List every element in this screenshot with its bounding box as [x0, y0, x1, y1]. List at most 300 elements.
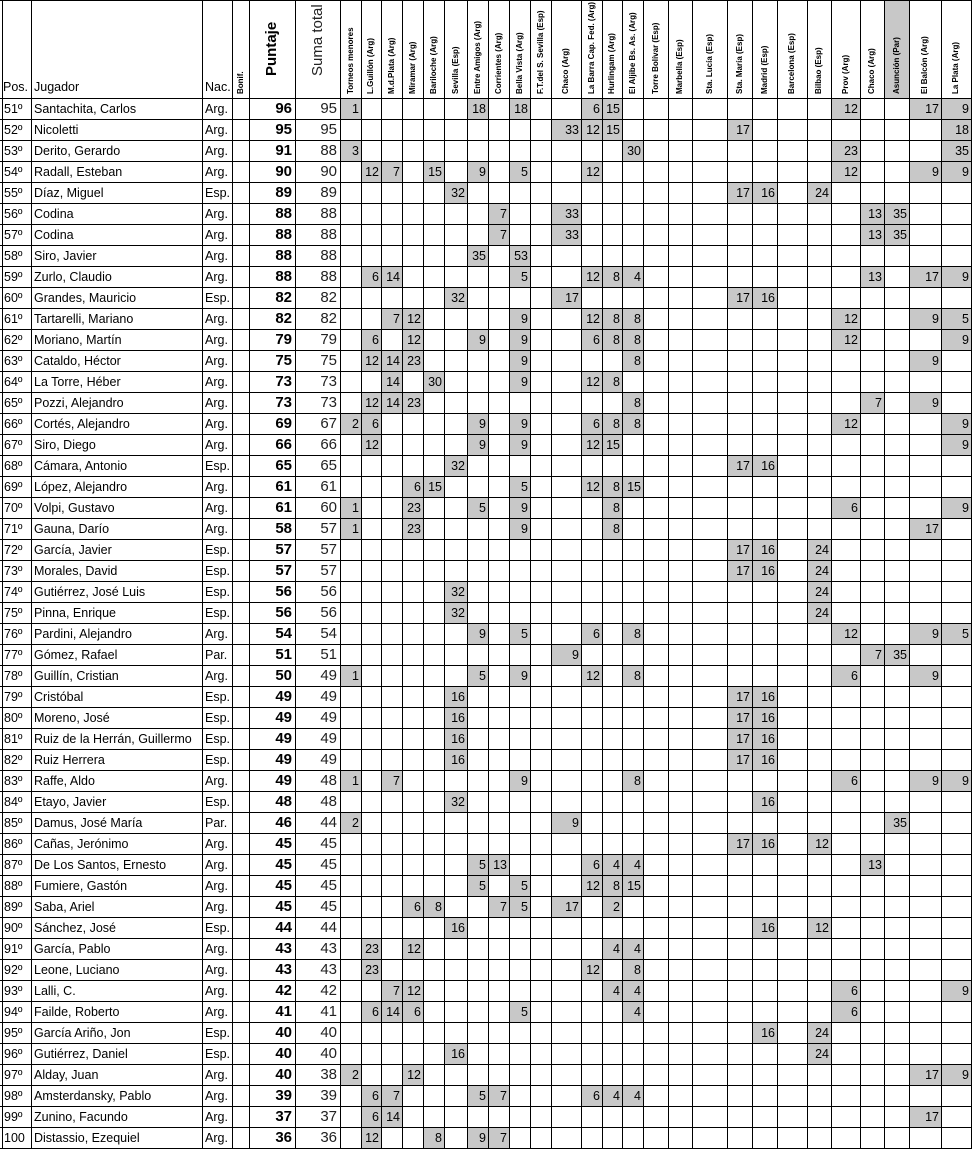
row-suma: 56 [320, 604, 337, 621]
score-cell: 24 [815, 585, 829, 599]
tournament-header: Madrid (Esp) [760, 45, 769, 94]
tournament-header: Torre Bolívar (Esp) [651, 22, 660, 94]
score-cell: 12 [365, 396, 379, 410]
row-player-name: Nicoletti [34, 123, 79, 137]
row-nac: Esp. [205, 711, 231, 725]
score-cell: 4 [613, 1089, 620, 1103]
row-player-name: De Los Santos, Ernesto [34, 858, 167, 872]
row-puntaje: 48 [275, 793, 292, 810]
score-cell: 9 [479, 627, 486, 641]
row-pos: 68º [4, 459, 23, 473]
score-cell: 23 [407, 501, 421, 515]
score-cell: 7 [500, 1089, 507, 1103]
row-player-name: Santachita, Carlos [34, 102, 137, 116]
row-puntaje: 50 [275, 667, 292, 684]
score-cell: 9 [479, 438, 486, 452]
row-suma: 88 [320, 205, 337, 222]
score-cell: 6 [593, 1089, 600, 1103]
row-suma: 66 [320, 436, 337, 453]
row-nac: Arg. [205, 333, 228, 347]
score-cell: 5 [479, 669, 486, 683]
score-cell: 16 [761, 186, 775, 200]
score-cell: 16 [761, 837, 775, 851]
row-nac: Arg. [205, 837, 228, 851]
score-cell: 15 [428, 480, 442, 494]
row-pos: 69º [4, 480, 23, 494]
row-nac: Esp. [205, 186, 231, 200]
row-player-name: Grandes, Mauricio [34, 291, 137, 305]
row-nac: Arg. [205, 102, 228, 116]
row-nac: Arg. [205, 123, 228, 137]
row-puntaje: 40 [275, 1024, 292, 1041]
score-cell: 9 [962, 438, 969, 452]
tournament-header: Hurlingam (Arg) [607, 33, 616, 94]
score-cell: 35 [893, 228, 907, 242]
row-pos: 53º [4, 144, 23, 158]
grid-vline [602, 0, 603, 1148]
header-jugador: Jugador [34, 80, 80, 94]
score-cell: 32 [451, 459, 465, 473]
row-puntaje: 82 [275, 289, 292, 306]
row-player-name: Codina [34, 207, 74, 221]
score-cell: 32 [451, 606, 465, 620]
score-cell: 12 [815, 837, 829, 851]
row-nac: Arg. [205, 1005, 228, 1019]
row-bonif [233, 225, 249, 245]
score-cell: 4 [634, 1005, 641, 1019]
score-cell: 5 [479, 858, 486, 872]
score-cell: 7 [500, 228, 507, 242]
row-puntaje: 96 [275, 100, 292, 117]
header-pos: Pos. [3, 80, 29, 94]
row-suma: 61 [320, 478, 337, 495]
row-puntaje: 73 [275, 394, 292, 411]
row-pos: 98º [4, 1089, 23, 1103]
row-suma: 48 [320, 793, 337, 810]
row-nac: Arg. [205, 396, 228, 410]
row-puntaje: 54 [275, 625, 292, 642]
row-player-name: Díaz, Miguel [34, 186, 104, 200]
row-pos: 96º [4, 1047, 23, 1061]
score-cell: 4 [634, 270, 641, 284]
row-suma: 57 [320, 541, 337, 558]
score-cell: 1 [352, 522, 359, 536]
score-cell: 5 [521, 627, 528, 641]
score-cell: 33 [565, 207, 579, 221]
score-cell: 5 [521, 1005, 528, 1019]
score-cell: 17 [925, 102, 939, 116]
row-pos: 72º [4, 543, 23, 557]
score-cell: 32 [451, 186, 465, 200]
row-puntaje: 95 [275, 121, 292, 138]
row-pos: 79º [4, 690, 23, 704]
row-suma: 67 [320, 415, 337, 432]
score-cell: 12 [815, 921, 829, 935]
score-cell: 9 [962, 774, 969, 788]
row-pos: 97º [4, 1068, 23, 1082]
score-cell: 8 [613, 375, 620, 389]
score-cell: 12 [586, 165, 600, 179]
grid-vline [692, 0, 693, 1148]
score-cell: 12 [586, 669, 600, 683]
grid-vline [643, 0, 644, 1148]
score-cell: 9 [962, 333, 969, 347]
score-cell: 18 [955, 123, 969, 137]
score-cell: 12 [586, 375, 600, 389]
row-pos: 62º [4, 333, 23, 347]
row-pos: 93º [4, 984, 23, 998]
score-cell: 5 [479, 879, 486, 893]
row-pos: 73º [4, 564, 23, 578]
score-cell: 13 [868, 270, 882, 284]
row-pos: 64º [4, 375, 23, 389]
row-puntaje: 49 [275, 709, 292, 726]
row-puntaje: 79 [275, 331, 292, 348]
row-nac: Esp. [205, 543, 231, 557]
row-bonif [233, 666, 249, 686]
row-player-name: Moriano, Martín [34, 333, 122, 347]
score-cell: 6 [593, 333, 600, 347]
score-cell: 9 [962, 270, 969, 284]
score-cell: 17 [736, 291, 750, 305]
score-cell: 15 [606, 123, 620, 137]
row-suma: 95 [320, 121, 337, 138]
score-cell: 12 [407, 942, 421, 956]
row-pos: 88º [4, 879, 23, 893]
row-nac: Arg. [205, 1131, 228, 1145]
score-cell: 5 [521, 900, 528, 914]
score-cell: 6 [372, 1089, 379, 1103]
tournament-header: Corrientes (Arg) [494, 32, 503, 94]
row-player-name: Cataldo, Héctor [34, 354, 121, 368]
score-cell: 9 [521, 417, 528, 431]
row-bonif [233, 435, 249, 455]
score-cell: 9 [521, 522, 528, 536]
row-bonif [233, 645, 249, 665]
row-pos: 52º [4, 123, 23, 137]
score-cell: 33 [565, 123, 579, 137]
score-cell: 6 [414, 480, 421, 494]
row-suma: 73 [320, 394, 337, 411]
score-cell: 7 [393, 165, 400, 179]
score-cell: 5 [479, 1089, 486, 1103]
row-nac: Arg. [205, 963, 228, 977]
row-bonif [233, 897, 249, 917]
row-nac: Arg. [205, 1068, 228, 1082]
tournament-header: Marbella (Esp) [675, 39, 684, 94]
row-pos: 65º [4, 396, 23, 410]
score-cell: 5 [962, 627, 969, 641]
grid-hline [0, 0, 972, 1]
score-cell: 14 [386, 354, 400, 368]
row-puntaje: 39 [275, 1087, 292, 1104]
tournament-header: La Barra Cap. Fed. (Arg) [587, 1, 596, 94]
row-bonif [233, 372, 249, 392]
row-bonif [233, 960, 249, 980]
score-cell: 16 [451, 1047, 465, 1061]
row-player-name: Ruiz Herrera [34, 753, 105, 767]
row-suma: 57 [320, 562, 337, 579]
score-cell: 7 [393, 984, 400, 998]
score-cell: 9 [962, 417, 969, 431]
score-cell: 16 [761, 1026, 775, 1040]
score-cell: 9 [962, 984, 969, 998]
score-cell: 4 [634, 1089, 641, 1103]
score-cell: 17 [736, 564, 750, 578]
score-cell: 9 [479, 165, 486, 179]
row-puntaje: 44 [275, 919, 292, 936]
score-cell: 16 [761, 711, 775, 725]
row-bonif [233, 1086, 249, 1106]
row-nac: Esp. [205, 732, 231, 746]
score-cell: 30 [627, 144, 641, 158]
score-cell: 23 [407, 354, 421, 368]
row-nac: Arg. [205, 312, 228, 326]
row-bonif [233, 519, 249, 539]
row-nac: Arg. [205, 1089, 228, 1103]
row-puntaje: 46 [275, 814, 292, 831]
score-cell: 5 [479, 501, 486, 515]
tournament-header: Asunción (Par) [892, 37, 901, 94]
row-player-name: Damus, José María [34, 816, 143, 830]
score-cell: 9 [962, 102, 969, 116]
row-nac: Arg. [205, 249, 228, 263]
row-suma: 39 [320, 1087, 337, 1104]
row-puntaje: 49 [275, 730, 292, 747]
score-cell: 5 [521, 480, 528, 494]
score-cell: 24 [815, 1047, 829, 1061]
score-cell: 9 [932, 396, 939, 410]
score-cell: 6 [372, 417, 379, 431]
row-pos: 100 [4, 1131, 25, 1145]
score-cell: 12 [586, 879, 600, 893]
score-cell: 6 [851, 984, 858, 998]
score-cell: 8 [613, 312, 620, 326]
row-player-name: Zurlo, Claudio [34, 270, 112, 284]
score-cell: 14 [386, 270, 400, 284]
score-cell: 6 [372, 1005, 379, 1019]
tournament-header: La Plata (Arg) [951, 41, 960, 94]
score-cell: 15 [627, 480, 641, 494]
tournament-header: Chaco (Arg) [867, 48, 876, 94]
score-cell: 6 [851, 501, 858, 515]
row-bonif [233, 414, 249, 434]
row-pos: 60º [4, 291, 23, 305]
score-cell: 17 [565, 900, 579, 914]
score-cell: 2 [352, 417, 359, 431]
score-cell: 12 [586, 123, 600, 137]
score-cell: 9 [932, 669, 939, 683]
row-puntaje: 41 [275, 1003, 292, 1020]
row-bonif [233, 771, 249, 791]
score-cell: 5 [521, 270, 528, 284]
row-pos: 59º [4, 270, 23, 284]
score-cell: 15 [627, 879, 641, 893]
row-nac: Esp. [205, 795, 231, 809]
score-cell: 17 [736, 543, 750, 557]
row-nac: Arg. [205, 501, 228, 515]
grid-vline [488, 0, 489, 1148]
row-pos: 76º [4, 627, 23, 641]
score-cell: 7 [875, 648, 882, 662]
row-bonif [233, 456, 249, 476]
row-puntaje: 58 [275, 520, 292, 537]
score-cell: 12 [844, 165, 858, 179]
score-cell: 35 [893, 816, 907, 830]
row-pos: 99º [4, 1110, 23, 1124]
row-puntaje: 43 [275, 961, 292, 978]
score-cell: 24 [815, 564, 829, 578]
row-nac: Esp. [205, 1026, 231, 1040]
score-cell: 8 [634, 417, 641, 431]
row-puntaje: 89 [275, 184, 292, 201]
row-bonif [233, 204, 249, 224]
row-puntaje: 51 [275, 646, 292, 663]
row-bonif [233, 99, 249, 119]
row-bonif [233, 162, 249, 182]
score-cell: 2 [352, 816, 359, 830]
row-suma: 49 [320, 730, 337, 747]
row-pos: 86º [4, 837, 23, 851]
row-suma: 44 [320, 919, 337, 936]
row-suma: 36 [320, 1129, 337, 1146]
row-puntaje: 56 [275, 604, 292, 621]
score-cell: 8 [634, 333, 641, 347]
grid-vline [402, 0, 403, 1148]
score-cell: 6 [851, 669, 858, 683]
score-cell: 16 [761, 921, 775, 935]
row-suma: 45 [320, 898, 337, 915]
score-cell: 7 [500, 900, 507, 914]
row-nac: Arg. [205, 858, 228, 872]
row-bonif [233, 855, 249, 875]
score-cell: 9 [962, 501, 969, 515]
score-cell: 9 [521, 501, 528, 515]
row-suma: 82 [320, 289, 337, 306]
row-suma: 89 [320, 184, 337, 201]
score-cell: 35 [955, 144, 969, 158]
row-nac: Arg. [205, 228, 228, 242]
row-nac: Arg. [205, 375, 228, 389]
score-cell: 8 [613, 522, 620, 536]
tournament-header: F.T.del S. Sevilla (Esp) [536, 10, 545, 94]
score-cell: 12 [586, 270, 600, 284]
row-nac: Arg. [205, 522, 228, 536]
score-cell: 16 [761, 690, 775, 704]
score-cell: 16 [761, 795, 775, 809]
row-suma: 90 [320, 163, 337, 180]
tournament-header: Bariloche (Arg) [429, 36, 438, 94]
score-cell: 23 [365, 942, 379, 956]
score-cell: 9 [932, 312, 939, 326]
row-puntaje: 88 [275, 205, 292, 222]
row-puntaje: 40 [275, 1066, 292, 1083]
row-bonif [233, 687, 249, 707]
row-suma: 49 [320, 709, 337, 726]
row-player-name: Pardini, Alejandro [34, 627, 132, 641]
row-bonif [233, 939, 249, 959]
row-player-name: Siro, Javier [34, 249, 97, 263]
score-cell: 17 [736, 837, 750, 851]
row-player-name: Gómez, Rafael [34, 648, 118, 662]
score-cell: 6 [593, 102, 600, 116]
row-pos: 71º [4, 522, 23, 536]
row-pos: 81º [4, 732, 23, 746]
score-cell: 9 [962, 165, 969, 179]
row-puntaje: 61 [275, 499, 292, 516]
row-puntaje: 61 [275, 478, 292, 495]
row-nac: Esp. [205, 690, 231, 704]
row-suma: 49 [320, 751, 337, 768]
score-cell: 12 [844, 102, 858, 116]
score-cell: 9 [521, 354, 528, 368]
row-nac: Arg. [205, 354, 228, 368]
row-puntaje: 57 [275, 541, 292, 558]
row-player-name: Ruiz de la Herrán, Guillermo [34, 732, 192, 746]
tournament-header: Bella Vista (Arg) [515, 32, 524, 94]
score-cell: 16 [451, 732, 465, 746]
row-suma: 43 [320, 940, 337, 957]
row-suma: 75 [320, 352, 337, 369]
score-cell: 8 [613, 333, 620, 347]
row-pos: 55º [4, 186, 23, 200]
row-bonif [233, 309, 249, 329]
row-nac: Arg. [205, 900, 228, 914]
score-cell: 1 [352, 774, 359, 788]
row-puntaje: 75 [275, 352, 292, 369]
score-cell: 17 [736, 732, 750, 746]
row-nac: Par. [205, 816, 228, 830]
score-cell: 6 [851, 1005, 858, 1019]
row-nac: Arg. [205, 879, 228, 893]
score-cell: 9 [572, 816, 579, 830]
tournament-header: Sta. Lucía (Esp) [705, 33, 714, 94]
score-cell: 12 [365, 1131, 379, 1145]
score-cell: 17 [925, 1068, 939, 1082]
row-nac: Esp. [205, 921, 231, 935]
score-cell: 23 [407, 396, 421, 410]
row-player-name: Guillín, Cristian [34, 669, 119, 683]
row-suma: 40 [320, 1024, 337, 1041]
score-cell: 9 [479, 1131, 486, 1145]
score-cell: 6 [593, 627, 600, 641]
row-bonif [233, 351, 249, 371]
row-puntaje: 40 [275, 1045, 292, 1062]
row-player-name: Cortés, Alejandro [34, 417, 130, 431]
score-cell: 8 [613, 879, 620, 893]
score-cell: 17 [925, 522, 939, 536]
score-cell: 4 [634, 858, 641, 872]
row-suma: 45 [320, 877, 337, 894]
row-puntaje: 91 [275, 142, 292, 159]
score-cell: 16 [451, 753, 465, 767]
row-bonif [233, 582, 249, 602]
row-puntaje: 65 [275, 457, 292, 474]
score-cell: 8 [634, 774, 641, 788]
row-puntaje: 42 [275, 982, 292, 999]
score-cell: 14 [386, 375, 400, 389]
score-cell: 30 [428, 375, 442, 389]
row-player-name: La Torre, Héber [34, 375, 121, 389]
row-player-name: Cámara, Antonio [34, 459, 128, 473]
grid-vline [444, 0, 445, 1148]
row-nac: Arg. [205, 144, 228, 158]
score-cell: 17 [736, 690, 750, 704]
row-suma: 88 [320, 142, 337, 159]
row-bonif [233, 561, 249, 581]
row-player-name: Sánchez, José [34, 921, 116, 935]
score-cell: 13 [493, 858, 507, 872]
